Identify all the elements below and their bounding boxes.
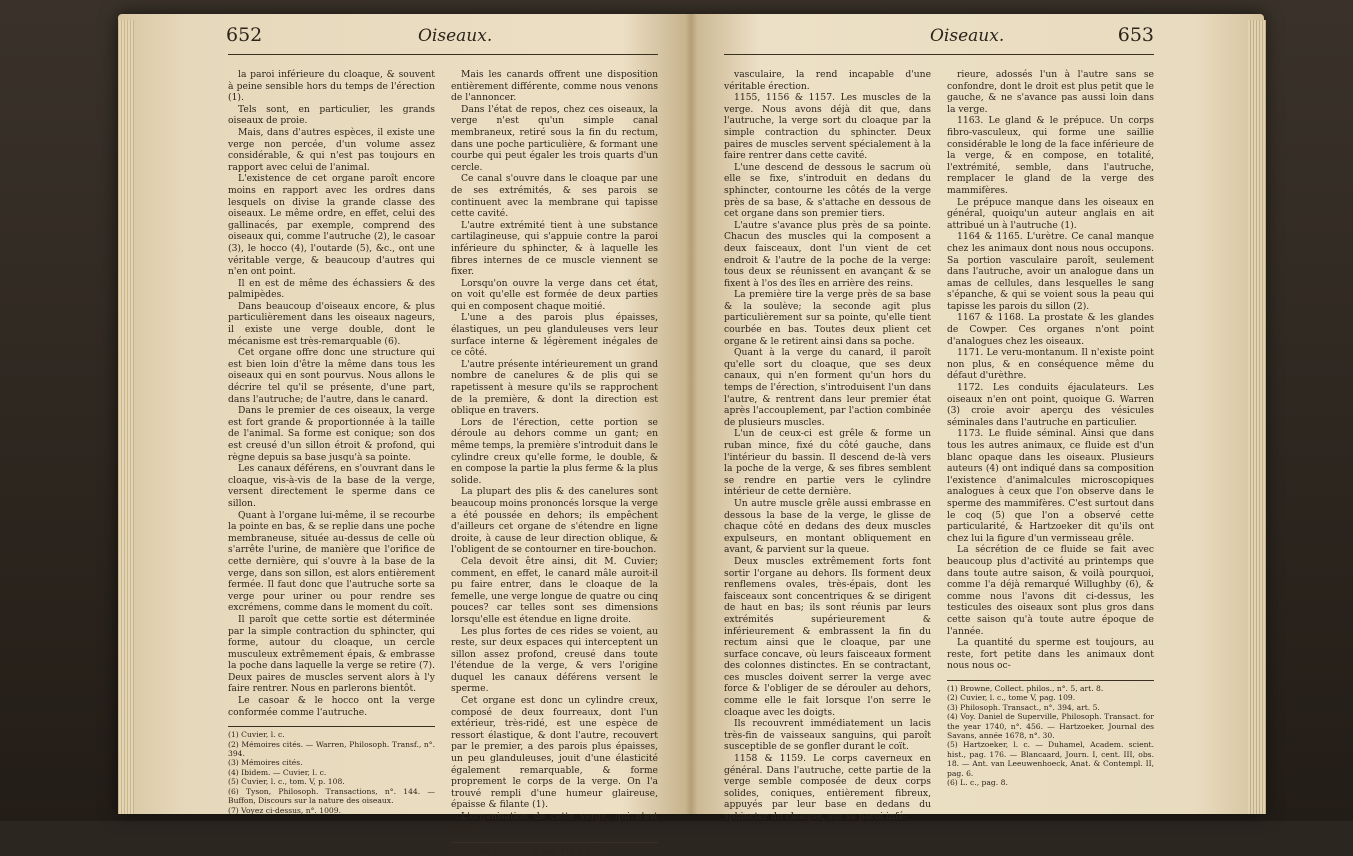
- paragraph: Un autre muscle grêle aussi embrasse en dessous la base de la verge, le glisse de chaque côté en dedans des deux muscles expulseurs, en montant obliquement en avant, & parvient sur la queue.: [724, 497, 931, 556]
- paragraph: 1172. Les conduits éjaculateurs. Les oiseaux n'en ont point, quoique G. Warren (3) croie avoir aperçu des vésicules séminales dans l'autruche en particulier.: [947, 382, 1154, 428]
- footnote: (5) Hartzoeker, l. c. — Duhamel, Academ. scient. hist., pag. 176. — Blancaard, Journ. I, cent. III, obs. 18. — Ant. van Leeuwenhoeck, Anat. & Contempl. II, pag. 6.: [947, 740, 1154, 778]
- paragraph: Ce canal s'ouvre dans le cloaque par une de ses extrémités, & ses parois se continuent avec la membrane qui tapisse cette cavité.: [451, 173, 658, 220]
- paragraph: 1155, 1156 & 1157. Les muscles de la verge. Nous avons déjà dit que, dans l'autruche, la verge sort du cloaque par la simple contraction du sphincter. Deux paires de muscles servent spécialement à la faire rentrer dans cette cavité.: [724, 92, 931, 162]
- paragraph: 1163. Le gland & le prépuce. Un corps fibro-vasculeux, qui forme une saillie considérable le long de la face inférieure de la verge, & en compose, en totalité, l'extrémité, semble, dans l'autruche, remplacer le gland de la verge des mammifères.: [947, 115, 1154, 196]
- paragraph: Le casoar & le hocco ont la verge conformée comme l'autruche.: [228, 695, 435, 718]
- paragraph: L'un de ceux-ci est grêle & forme un ruban mince, fixé du côté gauche, dans l'intérieur du bassin. Il descend de-là vers la poche de la verge, & ses fibres semblent se rendre en partie vers le cylindre intérieur de cette dernière.: [724, 428, 931, 498]
- left-page: [228, 20, 658, 856]
- paragraph: 1173. Le fluide séminal. Ainsi que dans tous les autres animaux, ce fluide est d'un blanc opaque dans les oiseaux. Plusieurs auteurs (4) ont indiqué dans sa composition l'existence d'animalcules microscopiques analogues à ceux que l'on observe dans le sperme des mammifères. C'est surtout dans le coq (5) que l'on a observé cette particularité, & Hartzoeker dit qu'ils ont chez lui la figure d'un vermisseau grêle.: [947, 428, 1154, 544]
- paragraph: rieure, adossés l'un à l'autre sans se confondre, dont le droit est plus petit que le gauche, & ne s'avance pas aussi loin dans la verge.: [947, 69, 1154, 115]
- footnote: (7) Voyez ci-dessus, n°. 1009.: [228, 805, 341, 815]
- paragraph: Tels sont, en particulier, les grands oiseaux de proie.: [228, 103, 435, 127]
- right-page-edges: [1248, 20, 1266, 814]
- paragraph: Ils recouvrent immédiatement un lacis très-fin de vaisseaux sanguins, qui paroît susceptible de se gonfler durant le coït.: [724, 718, 931, 753]
- left-column-1: [228, 69, 435, 856]
- paragraph: Le prépuce manque dans les oiseaux en général, quoiqu'un auteur anglais en ait attribué un à l'autruche (1).: [947, 196, 1154, 231]
- paragraph: L'autre présente intérieurement un grand nombre de canelures & de plis qui se rapetissent à mesure qu'ils se rapprochent de la première, & dont la direction est oblique en travers.: [451, 358, 658, 417]
- paragraph: Cet organe est donc un cylindre creux, composé de deux fourreaux, dont l'un extérieur, très-ridé, est une espèce de ressort élastique, & dont l'autre, recouvert par le premier, a des parois plus épaisses, un peu glanduleuses, jouit d'une élasticité également remarquable, & forme proprement le corps de la verge. On l'a trouvé rempli d'une humeur glaireuse, épaisse & filante (1).: [451, 695, 658, 811]
- paragraph: 1171. Le veru-montanum. Il n'existe point non plus, & en conséquence même du défaut d'urèthre.: [947, 347, 1154, 382]
- paragraph: vasculaire, la rend incapable d'une véritable érection.: [724, 69, 931, 92]
- paragraph: Les canaux déférens, en s'ouvrant dans le cloaque, vis-à-vis de la base de la verge, versent directement le sperme dans ce sillon.: [228, 463, 435, 509]
- paragraph: Il paroît que cette sortie est déterminée par la simple contraction du sphincter, qui forme, autour du cloaque, un cercle musculeux extrêmement épais, & embrasse la poche dans laquelle la verge se retire (7). Deux paires de muscles servent alors à l'y faire rentrer. Nous en parlerons bientôt.: [228, 613, 435, 695]
- right-column-2-footnotes: [947, 680, 1154, 787]
- paragraph: La plupart des plis & des canelures sont beaucoup moins prononcés lorsque la verge a été poussée en dehors; ils empêchent d'ailleurs cet organe de s'étendre en ligne droite, à cause de leur direction oblique, & l'obligent de se contourner en tire-bouchon.: [451, 486, 658, 556]
- right-column-1: [724, 69, 931, 823]
- paragraph: Deux muscles extrêmement forts font sortir l'organe au dehors. Ils forment deux renflemens ovales, très-épais, dont les faisceaux sont concentriques & se dirigent de haut en bas; ils sont réunis par leurs extrémités supérieurement & inférieurement & embrassent la fin du rectum ainsi que le cloaque, par une surface concave, où leurs faisceaux forment des colonnes distinctes. En se contractant, ces muscles doivent serrer la verge avec force & l'obliger de se dérouler au dehors, comme elle le fait lorsque l'on serre le cloaque avec les doigts.: [724, 555, 931, 718]
- footnote: (2) Mémoires cités. — Warren, Philosoph. Transf., n°. 394.: [228, 739, 435, 759]
- paragraph: L'existence de cet organe paroît encore moins en rapport avec les ordres dans lesquels on divise la grande classe des oiseaux. Le même ordre, en effet, celui des gallinacés, par exemple, comprend des oiseaux qui, comme l'autruche (2), le casoar (3), le hocco (4), l'outarde (5), &c., ont une véritable verge, & beaucoup d'autres qui n'en ont point.: [228, 173, 435, 278]
- left-page-edges: [118, 20, 134, 814]
- paragraph: Cet organe offre donc une structure qui est bien loin d'être la même dans tous les oiseaux qui en sont pourvus. Nous allons le décrire tel qu'il se présente, d'une part, dans l'autruche; de l'autre, dans le canard.: [228, 347, 435, 405]
- left-running-head: [228, 20, 658, 55]
- paragraph: Cela devoit être ainsi, dit M. Cuvier; comment, en effet, le canard mâle auroit-il pu faire entrer, dans le cloaque de la femelle, une verge longue de quatre ou cinq pouces? car telles sont ses dimensions lorsqu'elle est étendue en ligne droite.: [451, 555, 658, 625]
- footnote: (1) Cuvier, l. c.: [228, 730, 285, 740]
- paragraph: 1158 & 1159. Le corps caverneux en général. Dans l'autruche, cette partie de la verge semble composée de deux corps solides, coniques, entièrement fibreux, appuyés par leur base en dedans du sphincter du cloaque, sur sa paroi infé-: [724, 753, 931, 822]
- paragraph: Quant à l'organe lui-même, il se recourbe la pointe en bas, & se replie dans une poche membraneuse, située au-dessus de celle où s'arrête l'urine, de manière que l'orifice de cette dernière, qui s'ouvre à la base de la verge, dans son sillon, est alors entièrement fermée. Il faut donc que l'autruche sorte sa verge pour uriner ou pour rendre ses excrémens, comme dans le moment du coït.: [228, 509, 435, 614]
- right-running-head: [724, 20, 1154, 55]
- paragraph: La sécrétion de ce fluide se fait avec beaucoup plus d'activité au printemps que dans toute autre saison, & voilà pourquoi, comme l'a déjà remarqué Willughby (6), & comme nous l'avons dit ci-dessus, les testicules des oiseaux sont plus gros dans cette saison qu'à toute autre époque de l'année.: [947, 544, 1154, 637]
- paragraph: L'autre s'avance plus près de sa pointe. Chacun des muscles qui la composent a deux faisceaux, dont l'un vient de cet endroit & l'autre de la poche de la verge: tous deux se réunissent en avançant & se fixent à l'os des îles en arrière des reins.: [724, 219, 931, 289]
- left-column-2: [451, 69, 658, 856]
- paragraph: Dans l'état de repos, chez ces oiseaux, la verge n'est qu'un simple canal membraneux, retiré sous la fin du rectum, dans une poche particulière, & formant une courbe qui peut égaler les trois quarts d'un cercle.: [451, 103, 658, 173]
- footnote: (3) Mémoires cités.: [228, 758, 303, 768]
- footnote: (3) Philosoph. Transact., n°. 394, art. 5.: [947, 702, 1100, 712]
- right-running-title: Oiseaux.: [930, 26, 1005, 46]
- left-running-title: Oiseaux.: [418, 26, 493, 46]
- paragraph: L'organisation de cette verge, qui n'est point: [451, 811, 658, 834]
- footnote: (2) Cuvier, l. c., tome V, pag. 109.: [947, 693, 1076, 703]
- paragraph: L'une descend de dessous le sacrum où elle se fixe, s'introduit en dedans du sphincter, contourne les côtés de la verge près de sa base, & s'attache en dessous de cet organe dans son premier tiers.: [724, 161, 931, 220]
- left-page-number: 652: [226, 24, 263, 46]
- left-column-1-footnotes: [228, 726, 435, 815]
- footnote: (6) Tyson, Philosoph. Transactions, n°. 144. — Buffon, Discours sur la nature des oiseaux.: [228, 786, 435, 806]
- paragraph: L'une a des parois plus épaisses, élastiques, un peu glanduleuses vers leur surface interne & légèrement inégales de ce côté.: [451, 312, 658, 359]
- paragraph: Les plus fortes de ces rides se voient, au reste, sur deux espaces qui interceptent un sillon assez profond, creusé dans toute l'étendue de la verge, & vers l'origine duquel les canaux déférens versent le sperme.: [451, 625, 658, 695]
- footnote: (1) Browne, Collect. philos., n°. 5, art. 8.: [947, 683, 1104, 693]
- paragraph: la paroi inférieure du cloaque, & souvent à peine sensible hors du temps de l'érection (1).: [228, 69, 435, 104]
- footnote: (1) Cuvier, l. c., tom. V, pag. 111 & 112.: [451, 846, 604, 856]
- paragraph: Mais les canards offrent une disposition entièrement différente, comme nous venons de l'annoncer.: [451, 69, 658, 104]
- footnote: (4) Ibidem. — Cuvier, l. c.: [228, 767, 327, 777]
- paragraph: 1167 & 1168. La prostate & les glandes de Cowper. Ces organes n'ont point d'analogues chez les oiseaux.: [947, 312, 1154, 347]
- left-column-2-footnotes: [451, 842, 658, 855]
- footnote: (5) Cuvier, l. c., tom. V, p. 108.: [228, 777, 345, 787]
- footnote: (6) L. c., pag. 8.: [947, 777, 1008, 787]
- footnote: (4) Voy. Daniel de Superville, Philosoph. Transact. for the year 1740, n°. 456. — Hartzoeker, Journal des Savans, année 1678, n°. 30.: [947, 712, 1154, 740]
- paragraph: 1164 & 1165. L'urètre. Ce canal manque chez les animaux dont nous nous occupons. Sa portion vasculaire paroît, seulement dans l'autruche, avoir un analogue dans un amas de cellules, dans lesquelles le sang s'épanche, & qui se voient sous la peau qui tapisse les parois du sillon (2).: [947, 231, 1154, 312]
- paragraph: L'autre extrémité tient à une substance cartilagineuse, qui s'appuie contre la paroi inférieure du sphincter, & à laquelle les fibres internes de ce muscle viennent se fixer.: [451, 219, 658, 278]
- paragraph: Lorsqu'on ouvre la verge dans cet état, on voit qu'elle est formée de deux parties qui en composent chaque moitié.: [451, 277, 658, 312]
- right-page-number: 653: [1117, 24, 1154, 46]
- paragraph: Dans beaucoup d'oiseaux encore, & plus particulièrement dans les oiseaux nageurs, il existe une verge double, dont le mécanisme est très-remarquable (6).: [228, 300, 435, 347]
- paragraph: La quantité du sperme est toujours, au reste, fort petite dans les animaux dont nous nous oc-: [947, 637, 1154, 672]
- paragraph: Quant à la verge du canard, il paroît qu'elle sort du cloaque, que ses deux canaux, qui n'en forment qu'un hors du temps de l'érection, s'introduisent l'un dans l'autre, & rentrent dans leur premier état après l'accouplement, par l'action combinée de plusieurs muscles.: [724, 347, 931, 428]
- right-page: [724, 20, 1154, 823]
- right-column-2: [947, 69, 1154, 823]
- paragraph: La première tire la verge près de sa base & la soulève; la seconde agit plus particulièrement sur sa pointe, qu'elle tient courbée en bas. Toutes deux plient cet organe & le retirent ainsi dans sa poche.: [724, 289, 931, 347]
- paragraph: Il en est de même des échassiers & des palmipèdes.: [228, 277, 435, 301]
- paragraph: Mais, dans d'autres espèces, il existe une verge non percée, d'un volume assez considérable, & qui n'est pas toujours en rapport avec celui de l'animal.: [228, 126, 435, 173]
- paragraph: Lors de l'érection, cette portion se déroule au dehors comme un gant; en même temps, la première s'introduit dans le cylindre creux qu'elle forme, le double, & en compose la partie la plus ferme & la plus solide.: [451, 416, 658, 486]
- paragraph: Dans le premier de ces oiseaux, la verge est fort grande & proportionnée à la taille de l'animal. Sa forme est conique; son dos est creusé d'un sillon étroit & profond, qui règne depuis sa base jusqu'à sa pointe.: [228, 405, 435, 463]
